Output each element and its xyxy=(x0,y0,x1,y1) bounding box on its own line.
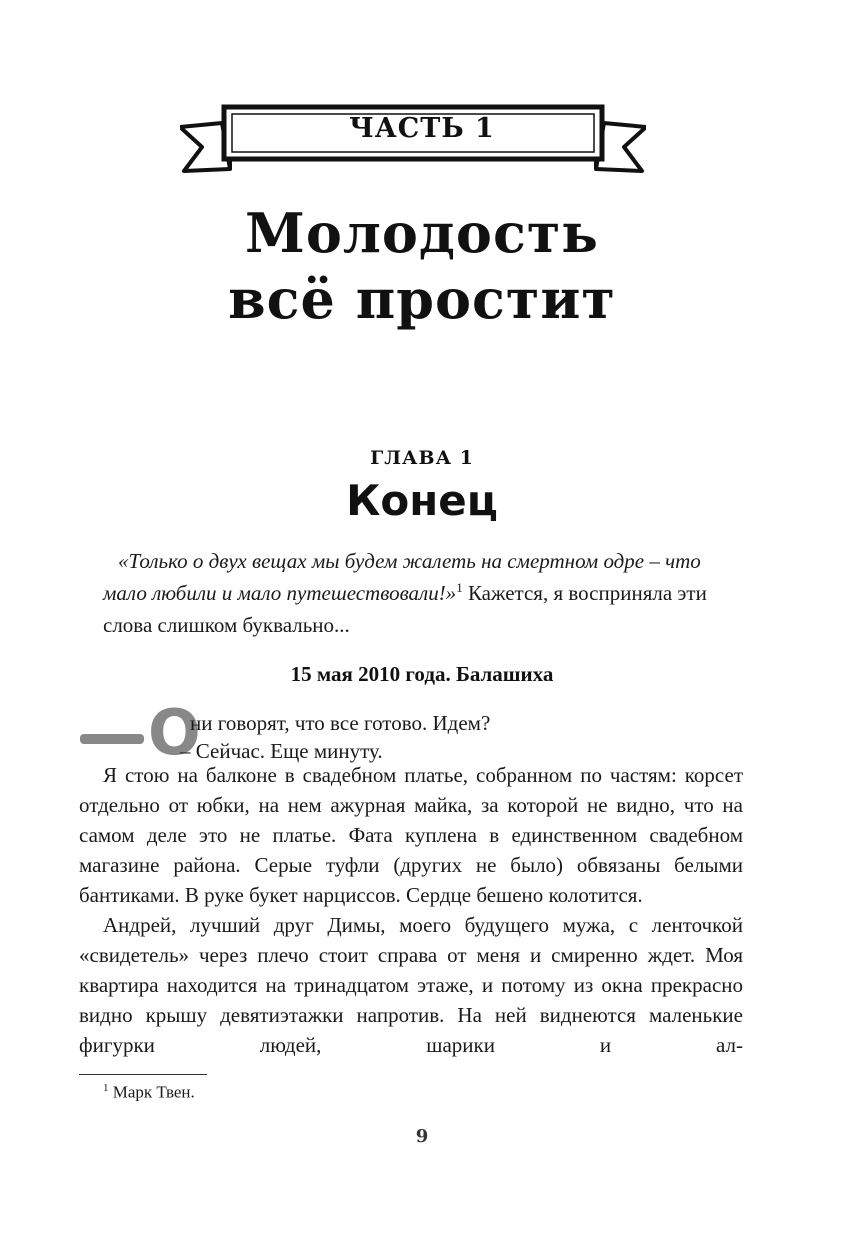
body-text xyxy=(79,760,743,1060)
epigraph-quote: «Только о двух вещах мы будем жалеть на смертном одре – что мало любили и мало путешествовали!» xyxy=(103,549,701,605)
chapter-title: Конец xyxy=(346,476,498,525)
footnote-reference: 1 xyxy=(456,580,463,595)
part-label: ЧАСТЬ 1 xyxy=(349,113,495,144)
dash-ornament-icon xyxy=(80,734,144,744)
part-title xyxy=(0,200,844,332)
footnote xyxy=(103,1082,195,1103)
epigraph xyxy=(103,545,743,641)
paragraph-2: Андрей, лучший друг Димы, моего будущего мужа, с ленточкой «свидетель» через плечо стоит справа от меня и смиренно ждет. Моя квартира находится на тринадцатом этаже, и потому из окна прекрасно видно крышу девятиэтажки напротив. На ней виднеются маленькие фигурки людей, шарики и ал- xyxy=(79,913,743,1057)
part-title-line-2: всё простит xyxy=(228,267,616,331)
epigraph-continuation: Кажется, я восприняла эти слова слишком буквально... xyxy=(103,581,707,637)
footnote-number: 1 xyxy=(103,1082,109,1094)
date-heading: 15 мая 2010 года. Балашиха xyxy=(290,662,554,686)
dialogue-line-1: ни говорят, что все готово. Идем? xyxy=(190,711,491,735)
page-number: 9 xyxy=(415,1126,429,1147)
chapter-label: ГЛАВА 1 xyxy=(370,447,474,469)
footnote-divider xyxy=(79,1074,207,1075)
part-title-line-1: Молодость xyxy=(245,201,599,265)
drop-cap: О xyxy=(148,696,201,769)
footnote-text: Марк Твен. xyxy=(108,1082,195,1102)
paragraph-1: Я стою на балконе в свадебном платье, собранном по частям: корсет отдельно от юбки, на нем ажурная майка, за которой не видно, что на самом деле это не платье. Фата куплена в единственном свадебном магазине района. Серые туфли (других не было) обвязаны белыми бантиками. В руке букет нарциссов. Сердце бешено колотится. xyxy=(79,763,743,907)
dialogue-line-2: – Сейчас. Еще минуту. xyxy=(180,739,383,763)
